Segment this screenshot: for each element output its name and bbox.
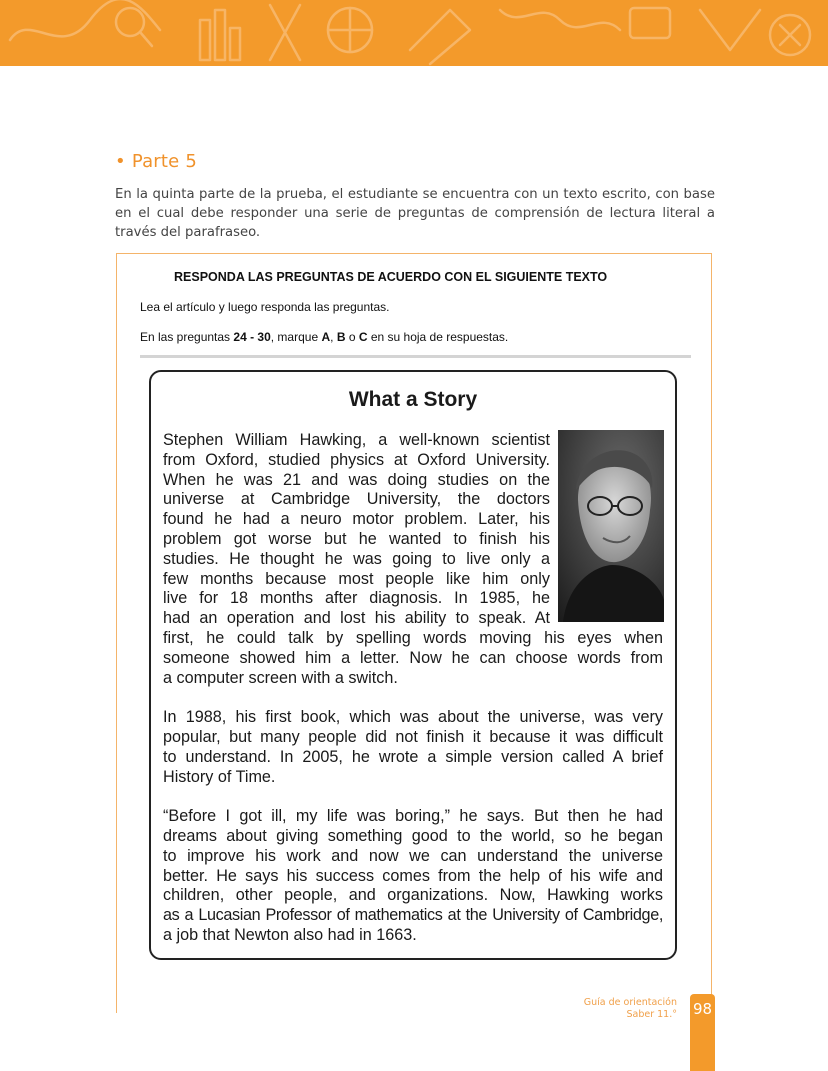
story-line: a computer screen with a switch. — [163, 668, 398, 687]
exam-instructions-heading: RESPONDA LAS PREGUNTAS DE ACUERDO CON EL SIGUIENTE TEXTO — [174, 270, 608, 284]
story-line: from Oxford, studied physics at Oxford University. — [163, 450, 550, 469]
story-line: Stephen William Hawking, a well-known scientist — [163, 431, 550, 449]
story-line: as a Lucasian Professor of mathematics at the University of Cambridge, — [163, 906, 663, 925]
story-line: When he was 21 and was doing studies on the — [163, 470, 550, 489]
paragraph-gap — [163, 787, 663, 807]
story-line: live for 18 months after diagnosis. In 1985, he — [163, 589, 550, 608]
story-line: few months because most people like him only — [163, 569, 550, 588]
question-range: 24 - 30 — [233, 330, 271, 344]
option-b: B — [336, 330, 346, 344]
story-line: “Before I got ill, my life was boring,” he says. But then he had — [163, 807, 663, 826]
exam-instruction-read: Lea el artículo y luego responda las preguntas. — [140, 300, 390, 314]
story-line: problem got worse but he wanted to finish his — [163, 529, 550, 548]
story-line: dreams about giving something good to the world, so he began — [163, 826, 663, 845]
story-line: studies. He thought he was going to live only a — [163, 549, 550, 568]
section-title: Parte 5 — [131, 151, 198, 172]
story-line: popular, but many people did not finish it because it was difficult — [163, 727, 663, 746]
story-title: What a Story — [348, 388, 478, 411]
option-a: A — [321, 330, 331, 344]
story-line: a job that Newton also had in 1663. — [163, 925, 417, 944]
story-line: In 1988, his first book, which was about the universe, was very — [163, 708, 663, 727]
story-body — [163, 431, 663, 946]
separator: , — [330, 330, 337, 344]
story-line: to improve his work and now we can understand the universe — [163, 846, 663, 865]
story-line: children, other people, and organizations. Now, Hawking works — [163, 886, 663, 905]
intro-paragraph: En la quinta parte de la prueba, el estudiante se encuentra con un texto escrito, con base en el cual debe responder una serie de preguntas de comprensión de lectura literal a través del parafraseo. — [115, 187, 715, 240]
section-heading — [115, 151, 197, 172]
bullet-icon: • — [115, 151, 126, 172]
story-line: universe at Cambridge University, the doctors — [163, 490, 550, 509]
divider — [140, 355, 691, 358]
story-line: someone showed him a letter. Now he can choose words from — [163, 648, 663, 667]
footer-guide-label — [584, 997, 677, 1021]
option-c: C — [358, 330, 368, 344]
paragraph-gap — [163, 688, 663, 708]
exam-instruction-mark — [140, 330, 508, 344]
story-line: History of Time. — [163, 767, 276, 786]
story-line: first, he could talk by spelling words moving his eyes when — [163, 628, 663, 647]
footer-line: Saber 11.° — [626, 1009, 677, 1020]
page-number: 98 — [692, 1000, 713, 1018]
separator: o — [345, 330, 359, 344]
instruction-text: En las preguntas — [140, 330, 234, 344]
story-line: to understand. In 2005, he wrote a simple version called A brief — [163, 747, 663, 766]
instruction-text: , marque — [270, 330, 322, 344]
story-line: found he had a neuro motor problem. Later, his — [163, 510, 550, 529]
header-banner — [0, 0, 828, 66]
footer-line: Guía de orientación — [583, 997, 677, 1008]
story-line: had an operation and lost his ability to speak. At — [163, 609, 550, 628]
story-line: better. He says his success comes from the help of his wife and — [163, 866, 663, 885]
decorative-doodles — [0, 0, 828, 66]
instruction-text: en su hoja de respuestas. — [367, 330, 509, 344]
